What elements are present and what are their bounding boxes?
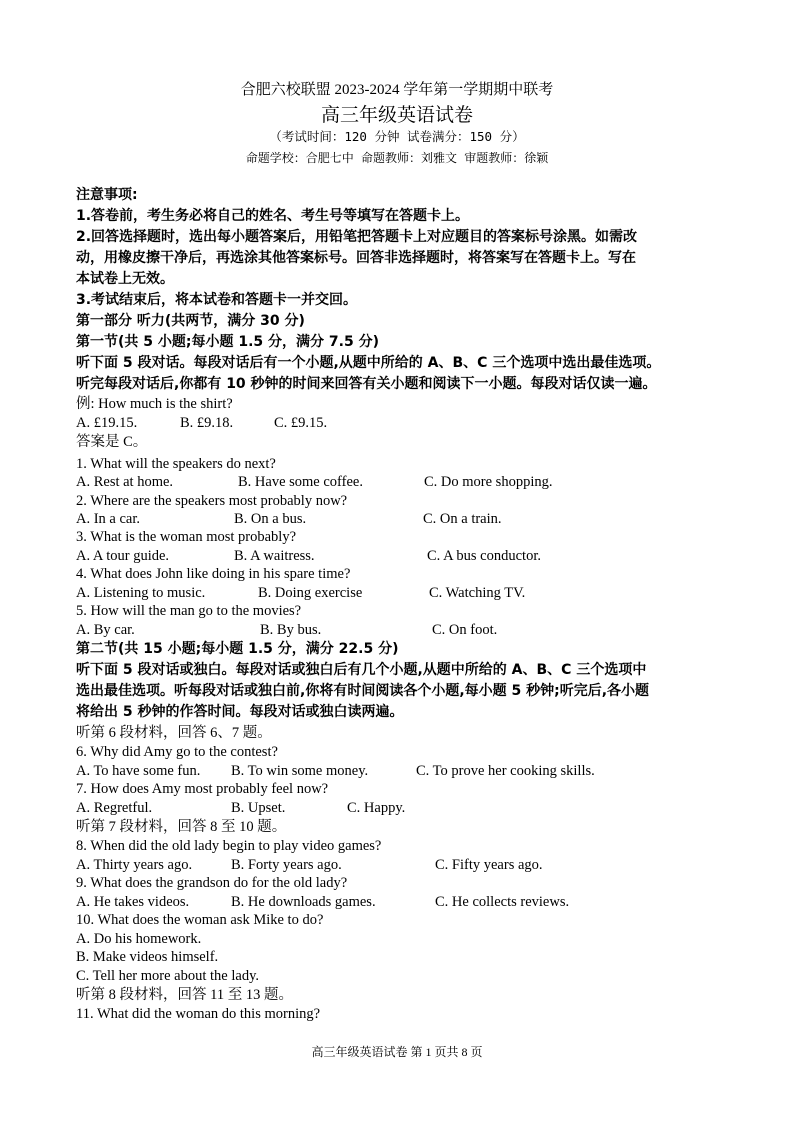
question-1-option-c: C. Do more shopping. xyxy=(424,474,553,490)
section2-title: 第二节(共 15 小题;每小题 1.5 分，满分 22.5 分) xyxy=(76,641,399,657)
question-7-option-c: C. Happy. xyxy=(347,800,406,816)
question-8-option-b: B. Forty years ago. xyxy=(231,857,342,873)
example-option-c: C. £9.15. xyxy=(274,415,328,431)
question-9-option-a: A. He takes videos. xyxy=(76,894,190,910)
question-4-stem: 4. What does John like doing in his spare time? xyxy=(76,566,351,582)
question-10-option-c: C. Tell her more about the lady. xyxy=(76,968,260,984)
question-3-option-c: C. A bus conductor. xyxy=(427,548,541,564)
question-1-stem: 1. What will the speakers do next? xyxy=(76,456,276,472)
section1-title: 第一节(共 5 小题;每小题 1.5 分，满分 7.5 分) xyxy=(76,334,379,350)
question-7-option-a: A. Regretful. xyxy=(76,800,153,816)
section2-instructions-line-2: 选出最佳选项。听每段对话或独白前,你将有时间阅读各个小题,每小题 5 秒钟;听完后,各小题 xyxy=(76,683,650,699)
exam-info: （考试时间：120 分钟 试卷满分：150 分） xyxy=(269,129,525,144)
section1-instructions-line-2: 听完每段对话后,你都有 10 秒钟的时间来回答有关小题和阅读下一小题。每段对话仅读一遍。 xyxy=(76,376,657,392)
note-item-1: 1.答卷前，考生务必将自己的姓名、考生号等填写在答题卡上。 xyxy=(76,208,470,224)
question-9-option-c: C. He collects reviews. xyxy=(435,894,570,910)
material-7-note: 听第 7 段材料，回答 8 至 10 题。 xyxy=(76,819,287,835)
question-5-option-a: A. By car. xyxy=(76,622,135,638)
question-6-stem: 6. Why did Amy go to the contest? xyxy=(76,744,278,760)
question-3-option-b: B. A waitress. xyxy=(234,548,315,564)
question-6-option-a: A. To have some fun. xyxy=(76,763,201,779)
question-10-option-a: A. Do his homework. xyxy=(76,931,202,947)
section2-instructions-line-3: 将给出 5 秒钟的作答时间。每段对话或独白读两遍。 xyxy=(76,704,404,720)
question-11-stem: 11. What did the woman do this morning? xyxy=(76,1006,321,1022)
question-3-stem: 3. What is the woman most probably? xyxy=(76,529,297,545)
question-8-option-a: A. Thirty years ago. xyxy=(76,857,193,873)
question-8-stem: 8. When did the old lady begin to play video games? xyxy=(76,838,382,854)
question-10-option-b: B. Make videos himself. xyxy=(76,949,219,965)
question-4-option-c: C. Watching TV. xyxy=(429,585,526,601)
note-item-2-line-3: 本试卷上无效。 xyxy=(76,271,174,287)
example-question: 例: How much is the shirt? xyxy=(76,396,233,412)
question-1-option-a: A. Rest at home. xyxy=(76,474,174,490)
question-4-option-b: B. Doing exercise xyxy=(258,585,363,601)
question-10-stem: 10. What does the woman ask Mike to do? xyxy=(76,912,324,928)
question-2-option-a: A. In a car. xyxy=(76,511,141,527)
section2-instructions-line-1: 听下面 5 段对话或独白。每段对话或独白后有几个小题,从题中所给的 A、B、C 三个选项中 xyxy=(76,662,647,678)
question-6-option-b: B. To win some money. xyxy=(231,763,369,779)
notes-heading: 注意事项: xyxy=(76,187,138,203)
example-option-b: B. £9.18. xyxy=(180,415,234,431)
material-8-note: 听第 8 段材料，回答 11 至 13 题。 xyxy=(76,987,293,1003)
question-9-option-b: B. He downloads games. xyxy=(231,894,376,910)
exam-title: 高三年级英语试卷 xyxy=(320,105,473,126)
note-item-2-line-2: 动，用橡皮擦干净后，再选涂其他答案标号。回答非选择题时，将答案写在答题卡上。写在 xyxy=(76,250,636,266)
question-4-option-a: A. Listening to music. xyxy=(76,585,206,601)
note-item-3: 3.考试结束后，将本试卷和答题卡一并交回。 xyxy=(76,292,358,308)
question-1-option-b: B. Have some coffee. xyxy=(238,474,363,490)
example-answer: 答案是 C。 xyxy=(76,434,148,450)
exam-authors: 命题学校：合肥七中 命题教师：刘雅文 审题教师：徐颖 xyxy=(245,151,549,165)
note-item-2-line-1: 2.回答选择题时，选出每小题答案后，用铅笔把答题卡上对应题目的答案标号涂黑。如需改 xyxy=(76,229,638,245)
question-2-option-c: C. On a train. xyxy=(423,511,502,527)
question-2-option-b: B. On a bus. xyxy=(234,511,307,527)
material-6-note: 听第 6 段材料，回答 6、7 题。 xyxy=(76,725,272,741)
page-footer: 高三年级英语试卷 第 1 页共 8 页 xyxy=(311,1045,483,1059)
section1-instructions-line-1: 听下面 5 段对话。每段对话后有一个小题,从题中所给的 A、B、C 三个选项中选出最佳选项。 xyxy=(76,355,661,371)
question-2-stem: 2. Where are the speakers most probably now? xyxy=(76,493,348,509)
question-5-option-c: C. On foot. xyxy=(432,622,498,638)
question-7-stem: 7. How does Amy most probably feel now? xyxy=(76,781,329,797)
school-line: 合肥六校联盟 2023-2024 学年第一学期期中联考 xyxy=(240,82,554,98)
question-3-option-a: A. A tour guide. xyxy=(76,548,170,564)
question-9-stem: 9. What does the grandson do for the old lady? xyxy=(76,875,348,891)
question-6-option-c: C. To prove her cooking skills. xyxy=(416,763,595,779)
question-5-stem: 5. How will the man go to the movies? xyxy=(76,603,302,619)
question-5-option-b: B. By bus. xyxy=(260,622,322,638)
part1-title: 第一部分 听力(共两节，满分 30 分) xyxy=(76,313,305,329)
example-option-a: A. £19.15. xyxy=(76,415,138,431)
question-7-option-b: B. Upset. xyxy=(231,800,286,816)
question-8-option-c: C. Fifty years ago. xyxy=(435,857,543,873)
